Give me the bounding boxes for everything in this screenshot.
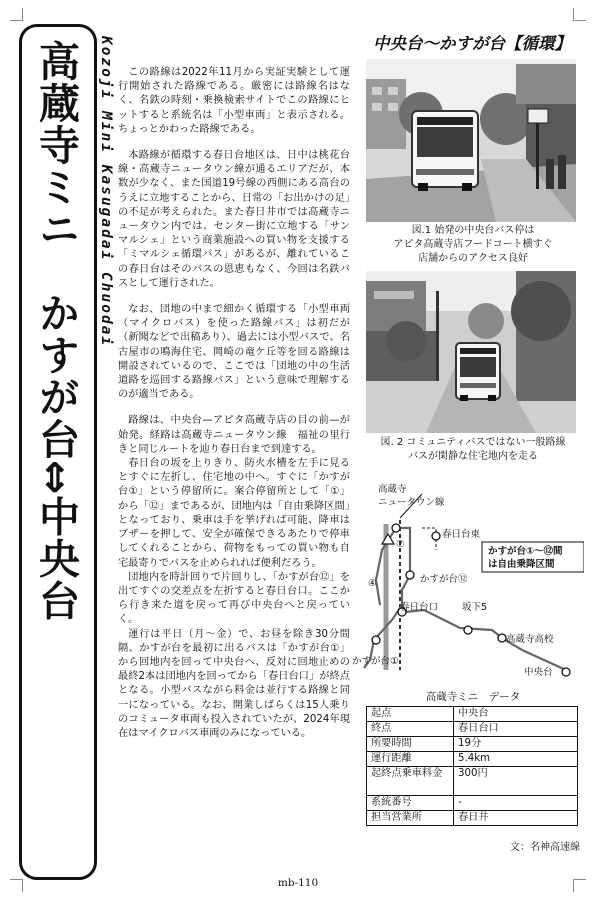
table-value: 5.4km — [454, 752, 578, 767]
map-stop-marker — [406, 571, 414, 579]
article-paragraph: 団地内を時計回りで片回りし、「かすが台⑫」を出てすぐの交差点を左折すると春日台口。ここから行き来た道を戻って再び中央台へと戻っていく。 — [118, 571, 350, 626]
table-row — [367, 737, 578, 752]
table-row — [367, 811, 578, 826]
table-value: - — [454, 796, 578, 811]
map-line-label: 高蔵寺 — [378, 484, 407, 495]
photo-bus-at-stop — [366, 59, 576, 222]
table-value: 19分 — [454, 737, 578, 752]
caption-line: アピタ高蔵寺店フードコート横すぐ — [393, 239, 553, 250]
map-stop-label: 春日台口 — [400, 602, 439, 613]
figure-2-caption — [362, 436, 584, 464]
map-stop-label: 坂下5 — [462, 602, 488, 613]
crop-mark-top-left — [10, 8, 23, 21]
route-heading: 中央台～かすが台【循環】 — [373, 34, 571, 53]
article-paragraph: 春日台の坂を上りきり、防火水槽を左手に見るとすぐに左折し、住宅地の中へ。すぐに「かすが台①」という停留所に。案合停留所として「①」から「⑫」まであるが、団地内は「自由乗降区間」となっており、乗車は手を挙げれば可能、降車はブザーを押して、安全が確保できるあたりで停車してくれることから、荷物をもっての買い物も自宅最寄りでバスを止められれば便利だろう。 — [118, 458, 350, 569]
route-map — [350, 480, 584, 685]
map-stop-label: かすが台⑫ — [420, 574, 468, 585]
crop-mark-top-right — [573, 8, 586, 21]
caption-line: バスが閑静な住宅地内を走る — [408, 451, 538, 462]
photo-residential-road — [366, 271, 576, 433]
table-row — [367, 796, 578, 811]
table-row — [367, 707, 578, 722]
map-stop-marker — [498, 634, 506, 642]
map-stop-marker — [562, 668, 570, 676]
caption-line: 図.1 始発の中央台バス停は — [411, 225, 535, 236]
table-key: 所要時間 — [367, 737, 454, 752]
table-key: 終点 — [367, 722, 454, 737]
page-title-romaji: Kozoji Mini Kasugadai Chuodai — [98, 36, 114, 348]
map-line-label: ニュータウン線 — [378, 497, 445, 508]
page-number: mb-110 — [277, 877, 319, 889]
figure-1-caption — [362, 224, 584, 266]
article-paragraph: この路線は2022年11月から実証実験として運行開始された路線である。厳密には路線名はなく、名鉄の時刻・乗換検索サイトでこの路線にヒットすると系統名は「小型車両」と表示される。ちょっとかわった路線である。 — [118, 67, 350, 135]
map-marker-7: ⑦ — [396, 539, 405, 550]
table-value: 300円 — [454, 767, 578, 796]
map-marker-4: ④ — [368, 578, 377, 589]
table-key: 系統番号 — [367, 796, 454, 811]
photo-bus-in-residential-area — [366, 271, 576, 433]
article-paragraph: 運行は平日（月～金）で、お昼を除き30分間隔、かすが台を最初に出るバスは「かすが台①」から回地内を回って中央台へ、反対に回地止めの最終2本は団地内を回ってから「春日台口」が終点となる。小型バスながら料金は並行する路線と同一になっている。なお、開業しばらくは15人乗りのコミュータ車両も投入されていたが、2024年現在はマイクロバス車両のみになっている。 — [118, 628, 350, 739]
map-stop-label: 中央台 — [524, 667, 553, 678]
caption-line: 店舗からのアクセス良好 — [418, 253, 528, 264]
article-paragraph: 路線は、中央台—アピタ高蔵寺店の目の前—が始発。経路は高蔵寺ニュータウン線 福祉の里行きと同じルートを辿り春日台まで到達する。 — [118, 415, 350, 455]
table-row — [367, 722, 578, 737]
map-stop-marker — [464, 626, 472, 634]
table-value: 中央台 — [454, 707, 578, 722]
table-key: 起点 — [367, 707, 454, 722]
article-body — [118, 66, 350, 741]
page-title: 高蔵寺ミニ かすが台⇔中央台 — [32, 40, 80, 622]
table-row — [367, 767, 578, 796]
map-note: かすが台①～⑫間 — [488, 546, 563, 557]
map-stop-label: かすが台① — [352, 656, 399, 667]
map-note: は自由乗降区間 — [488, 559, 555, 570]
table-row — [367, 752, 578, 767]
article-paragraph: なお、団地の中まで細かく循環する「小型車両（マイクロバス）を使った路線バス」は初だが（新聞などで出稿あり）、過去には小型バスで、名古屋市の鳴海住宅、岡崎の竜ケ丘等を回る路線は開設されているので、ここでは「団地の中の生活道路を巡回する路線バス」という意味で理解するのが適当である。 — [118, 304, 350, 401]
data-table-title: 高蔵寺ミニ データ — [425, 691, 521, 703]
map-stop-marker — [432, 532, 440, 540]
author-credit: 文：名神高速線 — [510, 842, 580, 853]
photo-chuodai-bus-stop — [366, 59, 576, 222]
map-stop-label: 春日台東 — [442, 529, 481, 540]
table-value: 春日台口 — [454, 722, 578, 737]
map-stop-marker — [372, 636, 380, 644]
table-key: 運行距離 — [367, 752, 454, 767]
map-stop-label: 高蔵寺高校 — [506, 634, 554, 645]
table-key: 担当営業所 — [367, 811, 454, 826]
data-table — [366, 706, 578, 826]
article-paragraph: 本路線が循環する春日台地区は、日中は桃花台線・高蔵寺ニュータウン線が通るエリアだが、本数が少なく、また国道19号線の西側にある高台のうえに立地することから、日常の「お出かけの足」の不足が考えられた。また春日井市では高蔵寺ニュータウン内では、センター街に立地する「サンマルシェ」という商業施設への買い物を支援する「ミマルシェ循環バス」があるが、離れているこの春日台はそのバスの恩恵もなく、今回は名鉄バスとして運行された。 — [118, 150, 350, 289]
caption-line: 図. 2 コミュニティバスではない一般路線 — [380, 437, 566, 448]
map-stop-marker — [392, 524, 400, 532]
table-value: 春日井 — [454, 811, 578, 826]
table-key: 起終点乗車料金 — [367, 767, 454, 796]
